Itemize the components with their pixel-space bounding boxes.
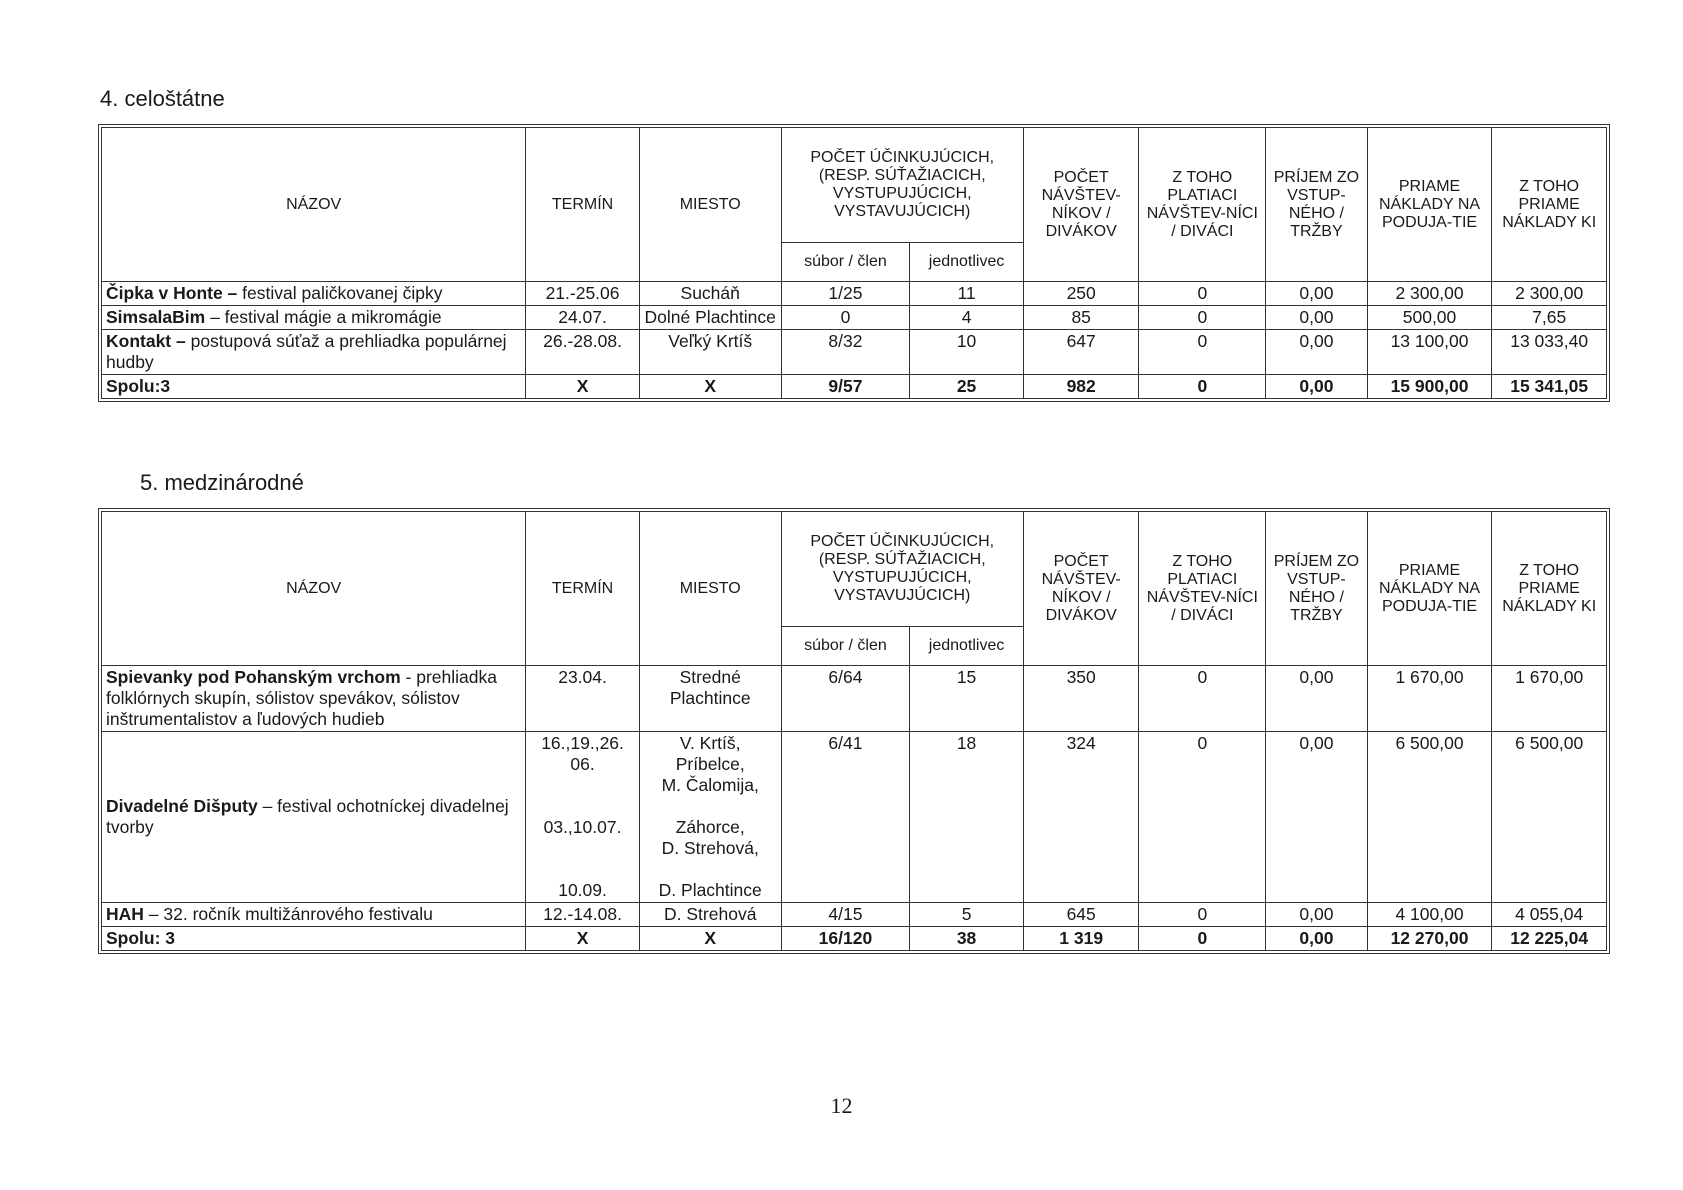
event-ki: 1 670,00 xyxy=(1492,666,1607,732)
events-table xyxy=(101,511,1607,951)
event-name xyxy=(102,306,526,330)
header-subor-clen: súbor / člen xyxy=(781,627,910,666)
termin-line: 06. xyxy=(570,754,595,774)
header-termin: TERMÍN xyxy=(526,128,640,282)
event-navstevnici: 645 xyxy=(1023,903,1139,927)
event-platiaci: 0 xyxy=(1139,330,1266,375)
event-subor: 4/15 xyxy=(781,903,910,927)
page-number: 12 xyxy=(830,1093,853,1118)
total-termin: X xyxy=(526,927,640,951)
miesto-line: Príbelce, xyxy=(675,754,745,774)
event-naklady: 13 100,00 xyxy=(1367,330,1492,375)
event-name-rest: – festival ochotníckej divadelnej tvorby xyxy=(106,796,509,837)
event-miesto xyxy=(639,732,781,903)
header-pocet-ucinkujucich: POČET ÚČINKUJÚCICH, (RESP. SÚŤAŽIACICH, VYSTUPUJÚCICH, VYSTAVUJÚCICH) xyxy=(781,512,1023,627)
total-subor: 16/120 xyxy=(781,927,910,951)
event-platiaci: 0 xyxy=(1139,903,1266,927)
total-platiaci: 0 xyxy=(1139,927,1266,951)
event-subor: 8/32 xyxy=(781,330,910,375)
event-name-rest: – 32. ročník multižánrového festivalu xyxy=(143,904,433,924)
event-navstevnici: 647 xyxy=(1023,330,1139,375)
event-subor: 1/25 xyxy=(781,282,910,306)
event-name-bold: Kontakt – xyxy=(106,331,186,351)
total-ki: 15 341,05 xyxy=(1492,375,1607,399)
event-termin: 23.04. xyxy=(526,666,640,732)
table-row xyxy=(102,282,1607,306)
event-name-rest: – festival mágie a mikromágie xyxy=(205,307,442,327)
header-priame-naklady: PRIAME NÁKLADY NA PODUJA-TIE xyxy=(1367,512,1492,666)
event-navstevnici: 324 xyxy=(1023,732,1139,903)
event-navstevnici: 250 xyxy=(1023,282,1139,306)
header-pocet-navstevnikov: POČET NÁVŠTEV-NÍKOV / DIVÁKOV xyxy=(1023,512,1139,666)
event-platiaci: 0 xyxy=(1139,282,1266,306)
event-platiaci: 0 xyxy=(1139,306,1266,330)
header-termin: TERMÍN xyxy=(526,512,640,666)
event-jednotlivec: 4 xyxy=(910,306,1024,330)
header-prijem: PRÍJEM ZO VSTUP-NÉHO / TRŽBY xyxy=(1266,512,1368,666)
section-title-celostatne: 4. celoštátne xyxy=(100,86,225,111)
event-name-rest: postupová súťaž a prehliadka populárnej hudby xyxy=(106,331,507,372)
header-priame-naklady: PRIAME NÁKLADY NA PODUJA-TIE xyxy=(1367,128,1492,282)
event-ki: 2 300,00 xyxy=(1492,282,1607,306)
event-platiaci: 0 xyxy=(1139,666,1266,732)
event-termin: 12.-14.08. xyxy=(526,903,640,927)
table-medzinarodne xyxy=(98,508,1610,954)
miesto-line: V. Krtíš, xyxy=(679,733,741,753)
header-nazov: NÁZOV xyxy=(102,512,526,666)
event-name xyxy=(102,330,526,375)
event-name-rest: - prehliadka folklórnych skupín, sólistov spevákov, sólistov inštrumentalistov a ľudových hudieb xyxy=(106,667,497,729)
header-pocet-navstevnikov: POČET NÁVŠTEV-NÍKOV / DIVÁKOV xyxy=(1023,128,1139,282)
event-prijem: 0,00 xyxy=(1266,330,1368,375)
total-row xyxy=(102,375,1607,399)
event-miesto: Stredné Plachtince xyxy=(639,666,781,732)
header-nazov: NÁZOV xyxy=(102,128,526,282)
event-miesto: D. Strehová xyxy=(639,903,781,927)
header-pocet-ucinkujucich: POČET ÚČINKUJÚCICH, (RESP. SÚŤAŽIACICH, VYSTUPUJÚCICH, VYSTAVUJÚCICH) xyxy=(781,128,1023,243)
event-subor: 6/64 xyxy=(781,666,910,732)
event-termin xyxy=(526,732,640,903)
table-row xyxy=(102,903,1607,927)
event-termin: 21.-25.06 xyxy=(526,282,640,306)
termin-line xyxy=(530,859,635,880)
table-row xyxy=(102,732,1607,903)
termin-line xyxy=(530,775,635,796)
header-miesto: MIESTO xyxy=(639,128,781,282)
event-naklady: 4 100,00 xyxy=(1367,903,1492,927)
miesto-line: M. Čalomija, xyxy=(661,775,759,795)
total-prijem: 0,00 xyxy=(1266,375,1368,399)
event-naklady: 1 670,00 xyxy=(1367,666,1492,732)
header-z-toho-platiaci: Z TOHO PLATIACI NÁVŠTEV-NÍCI / DIVÁCI xyxy=(1139,128,1266,282)
total-jednotlivec: 25 xyxy=(910,375,1024,399)
table-row xyxy=(102,330,1607,375)
header-jednotlivec: jednotlivec xyxy=(910,627,1024,666)
header-miesto: MIESTO xyxy=(639,512,781,666)
table-row xyxy=(102,306,1607,330)
miesto-line: D. Strehová, xyxy=(661,838,759,858)
event-name-bold: SimsalaBim xyxy=(106,307,206,327)
section-title-medzinarodne: 5. medzinárodné xyxy=(140,470,304,495)
event-navstevnici: 350 xyxy=(1023,666,1139,732)
event-miesto: Veľký Krtíš xyxy=(639,330,781,375)
event-name xyxy=(102,903,526,927)
miesto-line: Záhorce, xyxy=(675,817,745,837)
event-name-rest: festival paličkovanej čipky xyxy=(237,283,443,303)
event-subor: 6/41 xyxy=(781,732,910,903)
event-jednotlivec: 18 xyxy=(910,732,1024,903)
miesto-line xyxy=(644,859,777,880)
event-name xyxy=(102,282,526,306)
event-termin: 24.07. xyxy=(526,306,640,330)
event-prijem: 0,00 xyxy=(1266,903,1368,927)
total-ki: 12 225,04 xyxy=(1492,927,1607,951)
event-miesto: Dolné Plachtince xyxy=(639,306,781,330)
total-label: Spolu:3 xyxy=(102,375,526,399)
table-row xyxy=(102,666,1607,732)
event-prijem: 0,00 xyxy=(1266,282,1368,306)
total-naklady: 15 900,00 xyxy=(1367,375,1492,399)
header-z-toho-priame: Z TOHO PRIAME NÁKLADY KI xyxy=(1492,512,1607,666)
event-ki: 13 033,40 xyxy=(1492,330,1607,375)
event-name-bold: Čipka v Honte – xyxy=(106,283,238,303)
event-ki: 4 055,04 xyxy=(1492,903,1607,927)
total-miesto: X xyxy=(639,927,781,951)
event-subor: 0 xyxy=(781,306,910,330)
event-prijem: 0,00 xyxy=(1266,306,1368,330)
event-prijem: 0,00 xyxy=(1266,732,1368,903)
total-naklady: 12 270,00 xyxy=(1367,927,1492,951)
event-navstevnici: 85 xyxy=(1023,306,1139,330)
termin-line: 03.,10.07. xyxy=(543,817,622,837)
event-naklady: 2 300,00 xyxy=(1367,282,1492,306)
total-navstevnici: 982 xyxy=(1023,375,1139,399)
event-name-bold: Spievanky pod Pohanským vrchom xyxy=(106,667,401,687)
termin-line xyxy=(530,838,635,859)
event-name-bold: Divadelné Dišputy xyxy=(106,796,258,816)
total-navstevnici: 1 319 xyxy=(1023,927,1139,951)
total-termin: X xyxy=(526,375,640,399)
event-name xyxy=(102,666,526,732)
total-row xyxy=(102,927,1607,951)
event-prijem: 0,00 xyxy=(1266,666,1368,732)
event-name-bold: HAH xyxy=(106,904,144,924)
total-subor: 9/57 xyxy=(781,375,910,399)
total-prijem: 0,00 xyxy=(1266,927,1368,951)
termin-line: 16.,19.,26. xyxy=(541,733,624,753)
miesto-line xyxy=(644,796,777,817)
header-subor-clen: súbor / člen xyxy=(781,243,910,282)
event-jednotlivec: 5 xyxy=(910,903,1024,927)
event-platiaci: 0 xyxy=(1139,732,1266,903)
event-ki: 7,65 xyxy=(1492,306,1607,330)
header-prijem: PRÍJEM ZO VSTUP-NÉHO / TRŽBY xyxy=(1266,128,1368,282)
termin-line: 10.09. xyxy=(558,880,607,900)
event-jednotlivec: 15 xyxy=(910,666,1024,732)
total-platiaci: 0 xyxy=(1139,375,1266,399)
event-naklady: 6 500,00 xyxy=(1367,732,1492,903)
miesto-line: D. Plachtince xyxy=(658,880,762,900)
event-name xyxy=(102,732,526,903)
events-table xyxy=(101,127,1607,399)
table-celostatne xyxy=(98,124,1610,402)
total-miesto: X xyxy=(639,375,781,399)
event-jednotlivec: 10 xyxy=(910,330,1024,375)
header-jednotlivec: jednotlivec xyxy=(910,243,1024,282)
event-ki: 6 500,00 xyxy=(1492,732,1607,903)
header-z-toho-platiaci: Z TOHO PLATIACI NÁVŠTEV-NÍCI / DIVÁCI xyxy=(1139,512,1266,666)
total-label: Spolu: 3 xyxy=(102,927,526,951)
header-z-toho-priame: Z TOHO PRIAME NÁKLADY KI xyxy=(1492,128,1607,282)
event-miesto: Sucháň xyxy=(639,282,781,306)
termin-line xyxy=(530,796,635,817)
event-termin: 26.-28.08. xyxy=(526,330,640,375)
event-naklady: 500,00 xyxy=(1367,306,1492,330)
total-jednotlivec: 38 xyxy=(910,927,1024,951)
event-jednotlivec: 11 xyxy=(910,282,1024,306)
